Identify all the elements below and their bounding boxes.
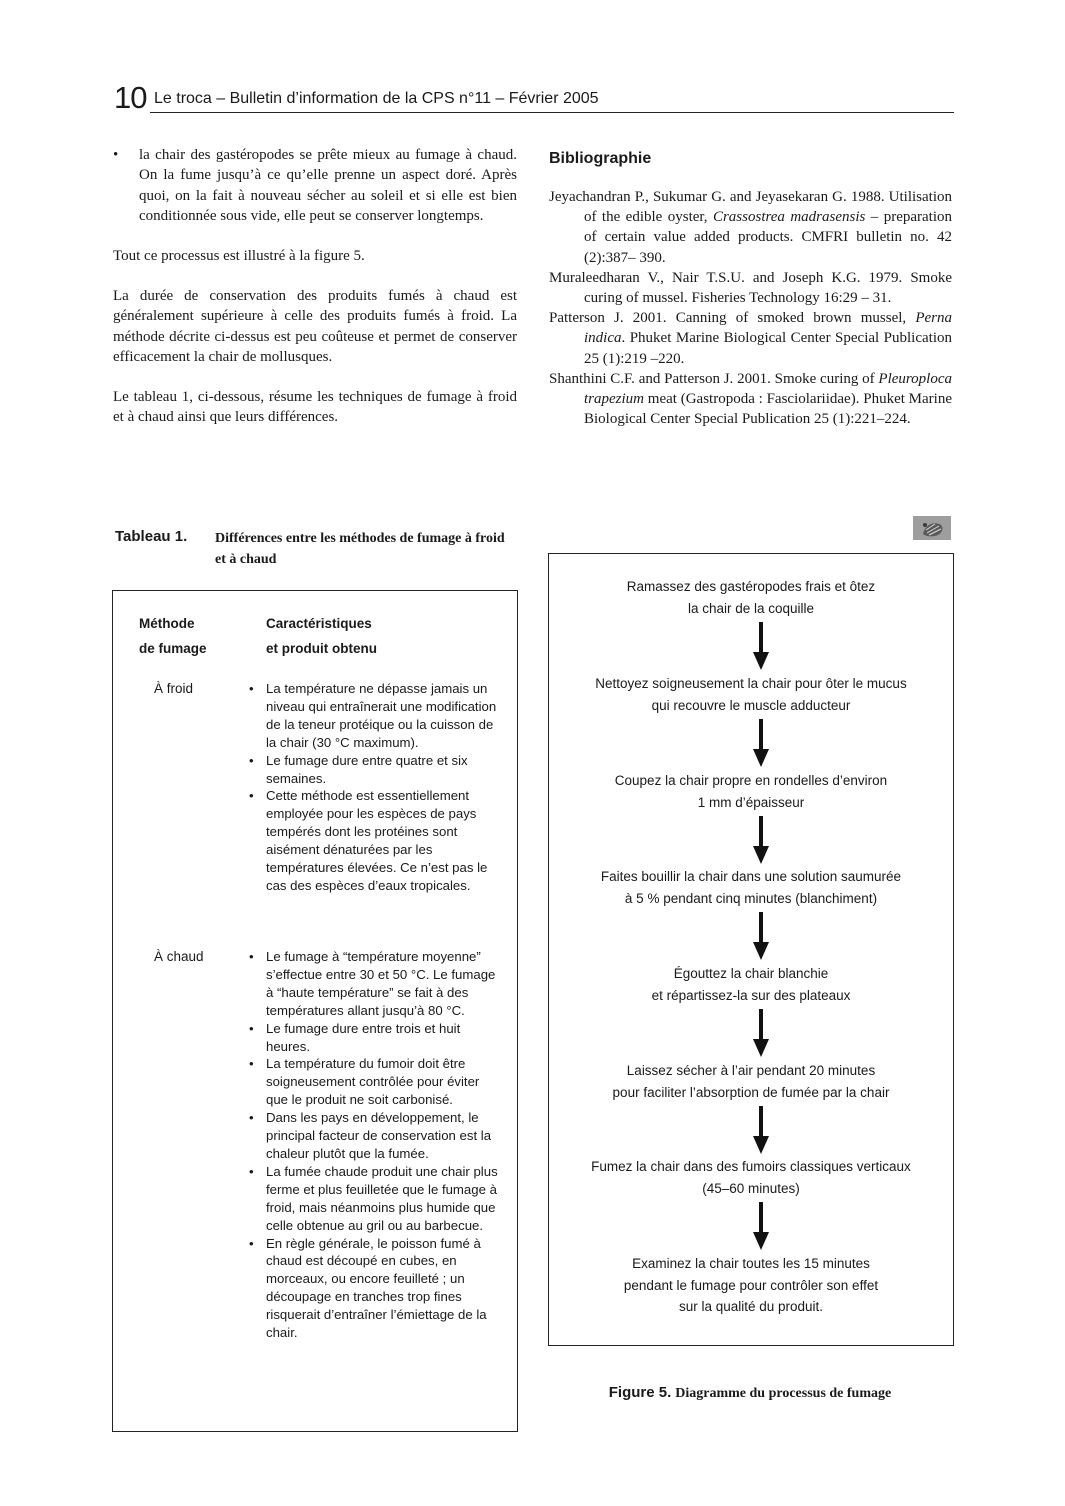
list-item: • En règle générale, le poisson fumé à chaud est découpé en cubes, en morceaux, ou encore feuilleté ; un découpage en tranches trop fines risquerait d’entraîner l’émiettage de la chair.: [249, 1235, 499, 1342]
figure-caption-label: Figure 5.: [608, 1384, 672, 1401]
comparison-table: [112, 590, 518, 1432]
list-item: • Le fumage dure entre quatre et six semaines.: [249, 752, 499, 788]
process-step-5: Égouttez la chair blanchie et répartissez-la sur des plateaux: [651, 966, 851, 1003]
process-step-4: Faites bouillir la chair dans une solution saumurée à 5 % pendant cinq minutes (blanchiment): [600, 869, 902, 906]
reference-item: Patterson J. 2001. Canning of smoked brown mussel, Perna indica. Phuket Marine Biological Center Special Publication 25 (1):219 –220.: [549, 310, 952, 367]
down-arrow-icon: [753, 719, 769, 767]
list-item: • Dans les pays en développement, le principal facteur de conservation est la chaleur plutôt que la fumée.: [249, 1109, 499, 1163]
list-item: • Le fumage à “température moyenne” s’effectue entre 30 et 50 °C. Le fumage à “haute température” se fait à des températures allant jusqu’à 80 °C.: [249, 948, 499, 1020]
hot-characteristics-list: [249, 948, 499, 1342]
bullet-dot: •: [113, 147, 119, 163]
reference-item: Muraleedharan V., Nair T.S.U. and Joseph K.G. 1979. Smoke curing of mussel. Fisheries Technology 16:29 – 31.: [549, 269, 952, 307]
column-header-characteristics: Caractéristiques et produit obtenu: [266, 616, 377, 656]
paragraph-2: La durée de conservation des produits fumés à chaud est généralement supérieure à celle des produits fumés à froid. La méthode décrite ci-dessus est peu coûteuse et permet de conserver efficacement la chair de mollusques.: [113, 287, 517, 366]
process-step-8: Examinez la chair toutes les 15 minutes pendant le fumage pour contrôler son effet sur la qualité du produit.: [623, 1256, 879, 1314]
down-arrow-icon: [753, 1009, 769, 1057]
method-cold: À froid: [154, 681, 194, 696]
down-arrow-icon: [753, 1106, 769, 1154]
method-hot: À chaud: [154, 949, 204, 964]
process-step-3: Coupez la chair propre en rondelles d’environ 1 mm d’épaisseur: [614, 773, 888, 810]
paragraph-1: Tout ce processus est illustré à la figure 5.: [113, 248, 365, 265]
process-step-7: Fumez la chair dans des fumoirs classiques verticaux (45–60 minutes): [591, 1159, 911, 1196]
figure-caption-text: Diagramme du processus de fumage: [675, 1386, 892, 1401]
reference-item: Shanthini C.F. and Patterson J. 2001. Smoke curing of Pleuroploca trapezium meat (Gastropoda : Fasciolariidae). Phuket Marine Biological Center Special Publication 25 (1):221–224.: [549, 370, 952, 428]
table-caption-text: Différences entre les méthodes de fumage à froid et à chaud: [215, 531, 505, 567]
bibliography-title: Bibliographie: [549, 150, 652, 167]
paragraph-3: Le tableau 1, ci-dessous, résume les techniques de fumage à froid et à chaud ainsi que leurs différences.: [113, 388, 517, 426]
bibliography: [549, 145, 952, 429]
down-arrow-icon: [753, 622, 769, 670]
reference-item: Jeyachandran P., Sukumar G. and Jeyasekaran G. 1988. Utilisation of the edible oyster, Crassostrea madrasensis – preparation of certain value added products. CMFRI bulletin no. 42 (2):387– 390.: [549, 189, 952, 266]
list-item: • La fumée chaude produit une chair plus ferme et plus feuilletée que le fumage à froid, mais néanmoins plus humide que celle obtenue au gril ou au barbecue.: [249, 1163, 499, 1235]
figure-caption: [548, 1384, 952, 1402]
down-arrow-icon: [753, 816, 769, 864]
page-number: 10: [114, 80, 147, 115]
bullet-paragraph: [113, 145, 517, 227]
header-rule: [150, 112, 954, 113]
column-header-method: Méthode de fumage: [139, 616, 207, 656]
process-step-2: Nettoyez soigneusement la chair pour ôter le mucus qui recouvre le muscle adducteur: [595, 676, 907, 713]
list-item: • La température du fumoir doit être soigneusement contrôlée pour éviter que le produit ne soit carbonisé.: [249, 1055, 499, 1109]
table-caption-label: Tableau 1.: [115, 528, 188, 545]
list-item: • Cette méthode est essentiellement employée pour les espèces de pays tempérés dont les protéines sont aisément dénaturées par les températures élevées. Ce n’est pas le cas des espèces d’eaux tropicales.: [249, 787, 499, 894]
down-arrow-icon: [753, 912, 769, 960]
process-diagram: [548, 553, 954, 1346]
left-text-column: [113, 145, 517, 447]
cold-characteristics-list: [249, 680, 499, 895]
process-step-1: Ramassez des gastéropodes frais et ôtez la chair de la coquille: [626, 579, 876, 616]
down-arrow-icon: [753, 1202, 769, 1250]
shell-logo-icon: [913, 516, 951, 540]
process-step-6: Laissez sécher à l’air pendant 20 minutes pour faciliter l’absorption de fumée par la chair: [612, 1063, 890, 1100]
list-item: • La température ne dépasse jamais un niveau qui entraînerait une modification de la teneur protéique ou la cuisson de la chair (30 °C maximum).: [249, 680, 499, 752]
running-title: Le troca – Bulletin d’information de la CPS n°11 – Février 2005: [154, 90, 599, 107]
bullet-text: la chair des gastéropodes se prête mieux au fumage à chaud. On la fume jusqu’à ce qu’elle prenne un aspect doré. Après quoi, on la fait à nouveau sécher au soleil et si elle est bien conditionnée sous vide, elle peut se conserver longtemps.: [139, 147, 517, 225]
list-item: • Le fumage dure entre trois et huit heures.: [249, 1020, 499, 1056]
